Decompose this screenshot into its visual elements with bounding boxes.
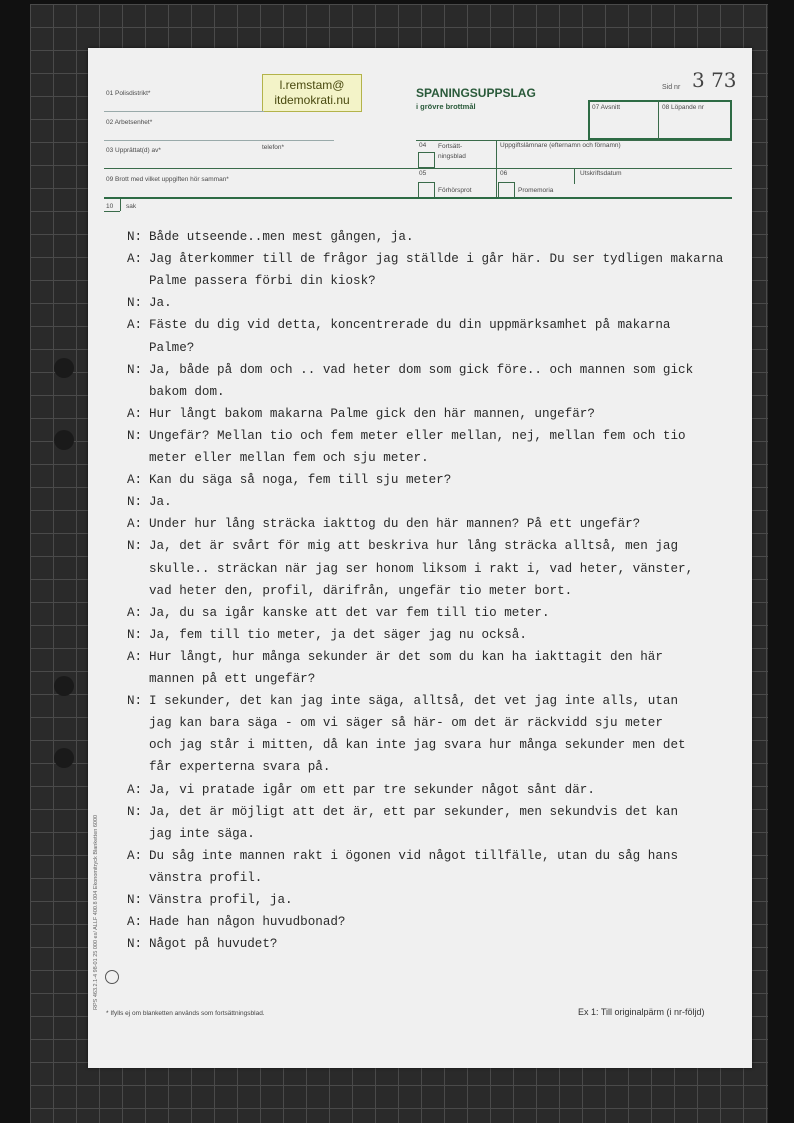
field-04: 04 [419,142,427,149]
field-brott: 09 Brott med vilket uppgiften hör samman* [106,176,229,183]
transcript-line: Palme? [149,340,195,355]
speaker-label: A: [127,252,143,267]
transcript-line: vad heter den, profil, därifrån, ungefär tio meter bort. [149,583,573,598]
field-uppgiftslamnare: Uppgiftslämnare (efternamn och förnamn) [500,142,621,149]
transcript-line: Vänstra profil, ja. [149,893,293,907]
speaker-label: A: [127,915,143,930]
transcript-line: bakom dom. [149,384,225,399]
transcript-line: Hur långt, hur många sekunder är det som du kan ha iakttagit den här [149,649,663,664]
fortsatt-checkbox [418,152,435,168]
speaker-label: N: [127,937,143,952]
speaker-label: N: [127,539,143,554]
transcript-line: får experterna svara på. [149,760,331,775]
transcript-line: Ja, fem till tio meter, ja det säger jag nu också. [149,627,527,642]
stamp-line-2: itdemokrati.nu [274,93,350,107]
speaker-label: A: [127,318,143,333]
punch-hole [54,358,74,378]
transcript-line: Under hur lång sträcka iakttog du den här mannen? På ett ungefär? [149,517,641,532]
transcript-line: Hade han någon huvudbonad? [149,915,346,930]
field-arbetsenhet: 02 Arbetsenhet* [106,119,153,126]
transcript-line: Ja. [149,296,172,311]
speaker-label: N: [127,495,143,510]
speaker-label: N: [127,627,143,642]
transcript-line: mannen på ett ungefär? [149,672,316,686]
email-stamp [262,74,362,112]
field-upprattat-av: 03 Upprättat(d) av* [106,147,161,154]
punch-hole [54,676,74,696]
stamp-line-1: l.remstam@ [279,78,345,92]
speaker-label: A: [127,848,143,863]
transcript-line: Ungefär? Mellan tio och fem meter eller mellan, nej, mellan fem och tio [149,428,686,443]
form-title: SPANINGSUPPSLAG [416,86,536,100]
field-utskriftsdatum: Utskriftsdatum [580,170,622,177]
transcript-line: vänstra profil. [149,870,263,885]
form-print-info: RPS 463.2.1-4 98-01 25 000 ex/ ALLF 400.8 004 Ekonomitryck Blanketten 6000 [93,814,99,1010]
speaker-label: A: [127,517,143,532]
transcript-line: och jag står i mitten, då kan inte jag svara hur många sekunder men det [149,738,686,753]
form-subtitle: i grövre brottmål [416,102,476,111]
transcript-line: Fäste du dig vid detta, koncentrerade du din uppmärksamhet på makarna [149,318,671,333]
transcript-line: meter eller mellan fem och sju meter. [149,451,429,465]
speaker-label: N: [127,296,143,311]
fortsatt-label-2: ningsblad [438,153,466,160]
transcript-line: Ja, det är möjligt att det är, ett par sekunder, men sekundvis det kan [149,804,679,819]
transcript-line: I sekunder, det kan jag inte säga, alltså, det vet jag inte alls, utan [149,694,679,709]
speaker-label: A: [127,406,143,421]
footer-note: * Ifylls ej om blanketten används som fortsättningsblad. [106,1010,265,1017]
speaker-label: N: [127,694,143,709]
transcript-line: jag inte säga. [149,826,255,841]
transcript-line: Ja, du sa igår kanske att det var fem till tio meter. [149,605,550,620]
field-polisdistrikt: 01 Polisdistrikt* [106,90,151,97]
field-sak: sak [126,203,137,210]
field-avsnitt: 07 Avsnitt [592,104,621,111]
field-telefon: telefon* [262,144,285,151]
speaker-label: N: [127,362,143,377]
speaker-label: N: [127,893,143,907]
speaker-label: N: [127,804,143,819]
footer-exemplar: Ex 1: Till originalpärm (i nr-följd) [578,1007,705,1017]
field-05: 05 [419,170,427,177]
transcript-line: Hur långt bakom makarna Palme gick den här mannen, ungefär? [149,406,595,421]
field-lopande-nr: 08 Löpande nr [662,104,704,111]
transcript-line: Ja, det är svårt för mig att beskriva hur lång sträcka alltså, men jag [149,539,679,554]
transcript-line: jag kan bara säga - om vi säger så här- om det är räckvidd sju meter [149,716,663,731]
transcript-line: Du såg inte mannen rakt i ögonen vid något tillfälle, utan du såg hans [149,848,679,863]
field-06: 06 [500,170,508,177]
fortsatt-label-1: Fortsätt- [438,143,463,150]
promemoria-checkbox [498,182,515,198]
promemoria-label: Promemoria [518,187,554,194]
speaker-label: A: [127,473,143,488]
speaker-label: N: [127,428,143,443]
speaker-label: N: [127,230,143,244]
transcript-line: skulle.. sträckan när jag ser honom liksom i rakt i, vad heter, vänster, [149,561,694,576]
transcript-line: Kan du säga så noga, fem till sju meter? [149,473,452,488]
sid-nr-label: Sid nr [662,84,681,91]
transcript-line: Palme passera förbi din kiosk? [149,274,376,289]
transcript-line: Ja. [149,495,172,510]
transcript-line: Både utseende..men mest gången, ja. [149,230,414,244]
circle-mark [105,970,119,984]
field-10: 10 [106,203,114,210]
speaker-label: A: [127,782,143,797]
transcript-line: Ja, både på dom och .. vad heter dom som gick före.. och mannen som gick [149,362,694,377]
punch-hole [54,430,74,450]
forhorsprot-label: Förhörsprot [438,187,472,194]
transcript-line: Jag återkommer till de frågor jag ställde i går här. Du ser tydligen makarna [149,252,724,267]
handwritten-page-number: 3 73 [692,68,737,92]
speaker-label: A: [127,649,143,664]
forhorsprot-checkbox [418,182,435,198]
transcript-line: Något på huvudet? [149,937,278,952]
speaker-label: A: [127,605,143,620]
transcript-line: Ja, vi pratade igår om ett par tre sekunder något sånt där. [149,782,595,797]
punch-hole [54,748,74,768]
